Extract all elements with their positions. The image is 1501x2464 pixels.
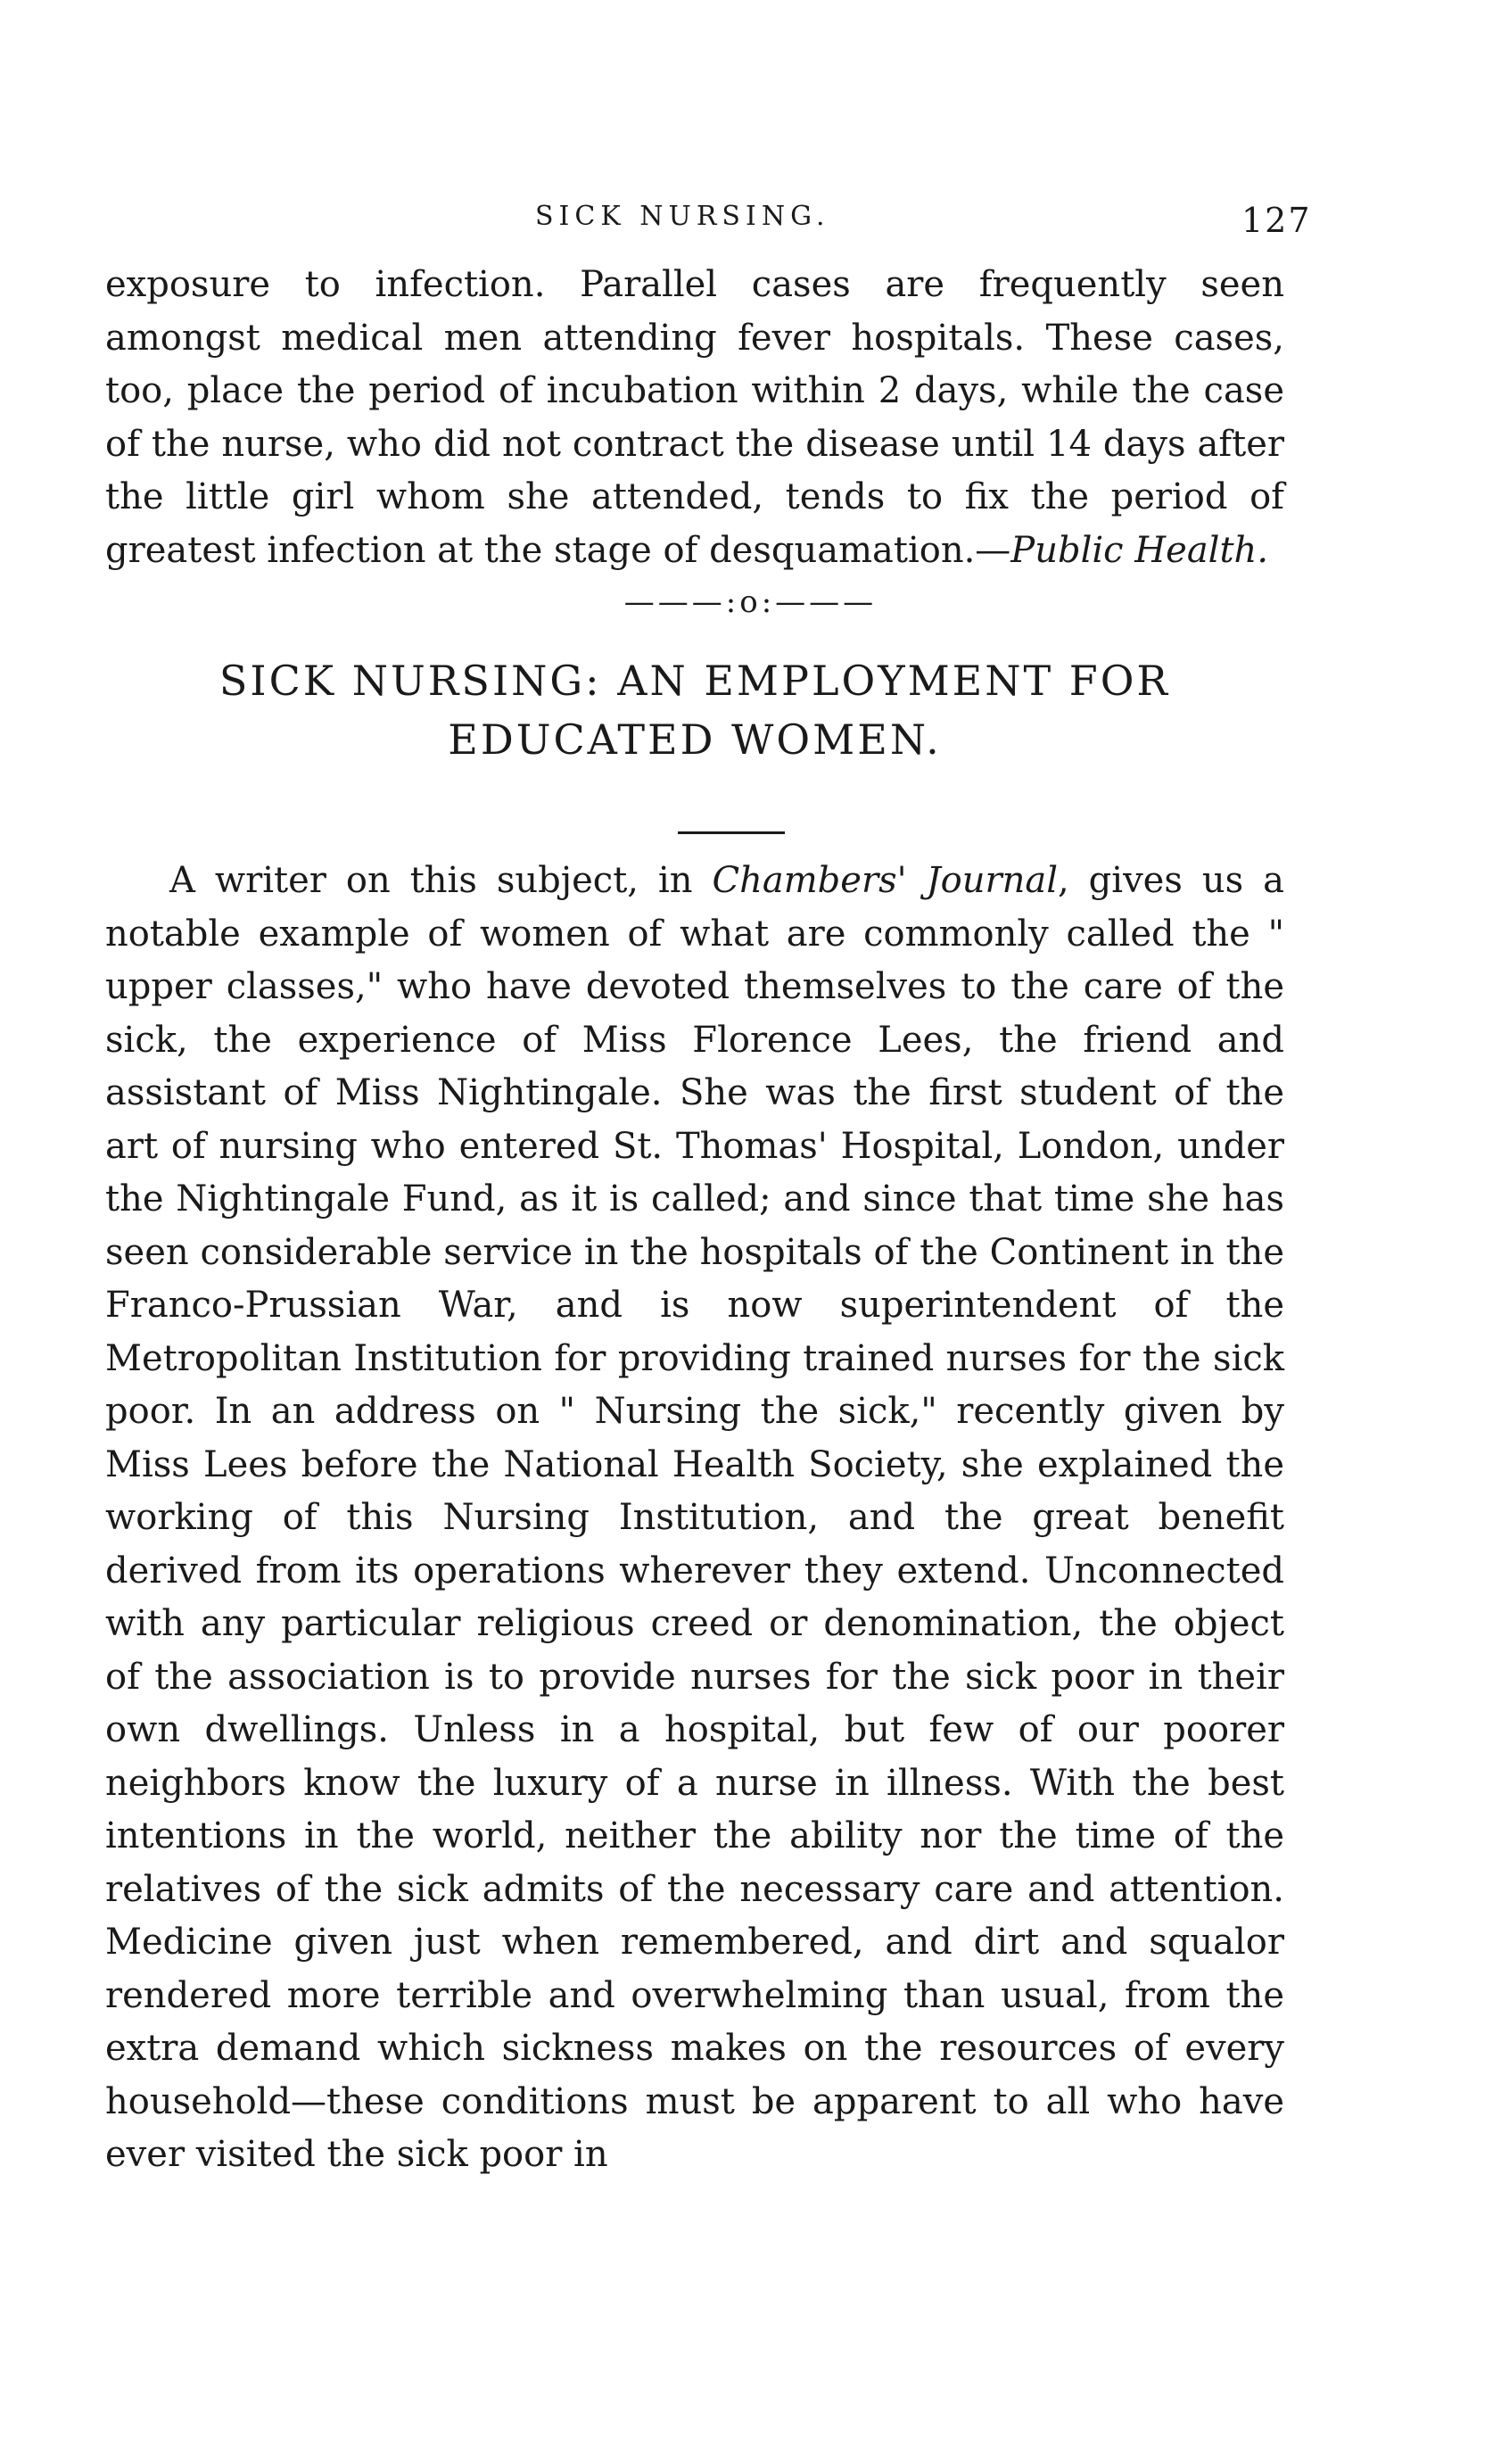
continued-paragraph bbox=[105, 259, 1284, 577]
article-paragraph bbox=[105, 855, 1284, 2182]
source-citation: Public Health. bbox=[1010, 529, 1269, 571]
running-title: SICK NURSING. bbox=[535, 201, 830, 232]
journal-title: Chambers' Journal bbox=[712, 860, 1058, 901]
paragraph-text: exposure to infection. Parallel cases are frequently seen amongst medical men attending fever hospitals. These cases, too, place the period of incubation within 2 days, while the case of the nurse, who did not contract the disease until 14 days after the little girl whom she attended, tends to fix the period of greatest infection at the stage of desquamation.— bbox=[105, 264, 1284, 571]
paragraph-body: , gives us a notable example of women of what are commonly called the " upper classes," who have devoted themselves to the care of the sick, the experience of Miss Florence Lees, the friend and assistant of Miss Nightingale. She was the first student of the art of nursing who entered St. Thomas' Hospital, London, under the Nightingale Fund, as it is called; and since that time she has seen considerable service in the hospitals of the Continent in the Franco-Prussian War, and is now superintendent of the Metropolitan Institution for providing trained nurses for the sick poor. In an address on " Nursing the sick," recently given by Miss Lees before the National Health Society, she explained the working of this Nursing Institution, and the great benefit derived from its operations wherever they extend. Unconnected with any particular religious creed or denomination, the object of the association is to provide nurses for the sick poor in their own dwellings. Unless in a hospital, but few of our poorer neighbors know the luxury of a nurse in illness. With the best intentions in the world, neither the ability nor the time of the relatives of the sick admits of the necessary care and attention. Medicine given just when remembered, and dirt and squalor rendered more terrible and overwhelming than usual, from the extra demand which sickness makes on the resources of every household—these conditions must be apparent to all who have ever visited the sick poor in bbox=[105, 860, 1284, 2175]
section-heading: SICK NURSING: AN EMPLOYMENT FOR EDUCATED WOMEN. bbox=[219, 657, 1171, 764]
page-number: 127 bbox=[1241, 201, 1312, 240]
section-divider: ———:o:——— bbox=[623, 584, 878, 620]
heading-rule bbox=[678, 831, 785, 834]
paragraph-lead: A writer on this subject, in bbox=[169, 860, 713, 901]
